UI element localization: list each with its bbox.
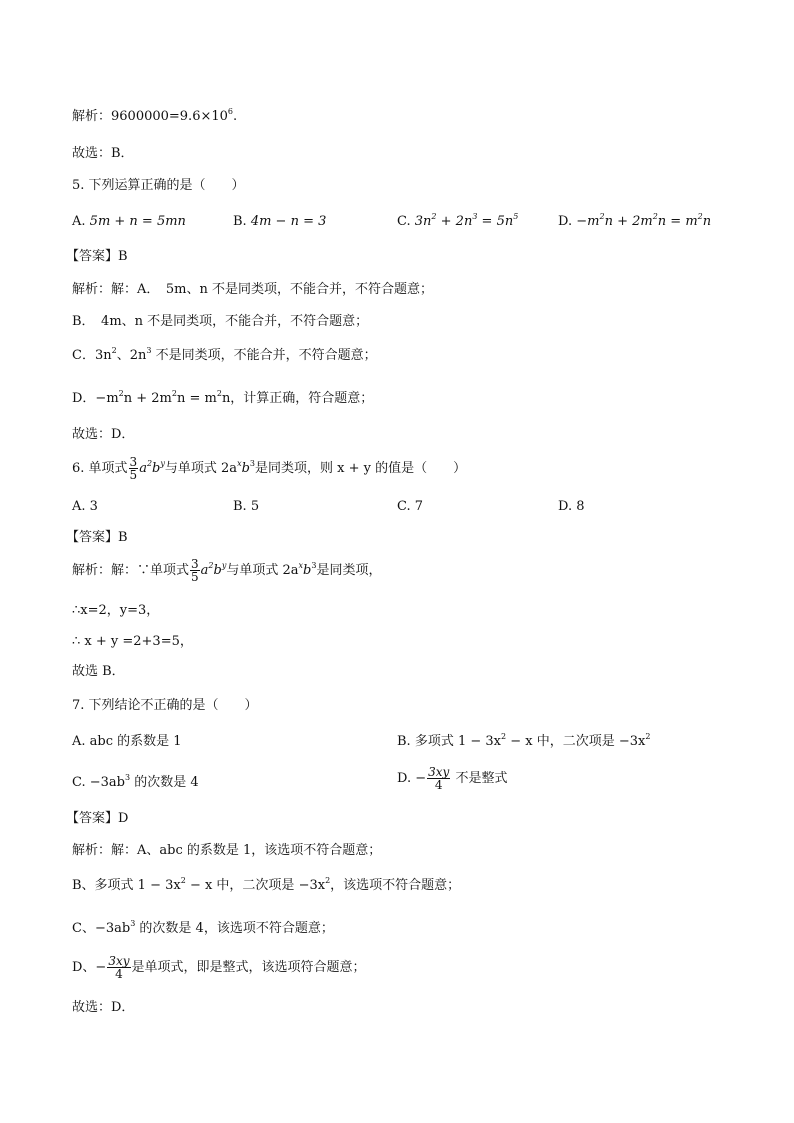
exp: 3 — [130, 919, 136, 928]
t: n + 2m — [604, 214, 653, 229]
q6-explain-3: ∴ x + y =2+3=5， — [72, 634, 193, 649]
denominator: 4 — [434, 778, 443, 792]
exp: 2 — [500, 732, 507, 741]
q6-end: 故选 B． — [72, 664, 125, 679]
q7-explain-4 — [72, 955, 366, 980]
numerator: 3xy — [108, 954, 130, 968]
t: 、2n — [116, 348, 147, 363]
q5-option-c — [397, 213, 518, 231]
q5-explain-1: 解析：解：A． 5m、n 不是同类项，不能合并，不符合题意； — [72, 282, 433, 297]
t: n — [702, 214, 712, 229]
option-expr — [576, 214, 711, 229]
question-6-stem — [72, 456, 466, 481]
t: 与单项式 2a — [164, 461, 238, 476]
q7-option-b — [397, 733, 650, 751]
t: n，计算正确，符合题意； — [221, 391, 374, 406]
option-label: C. — [397, 214, 411, 229]
q6-answer: 【答案】B — [66, 530, 128, 545]
exp: 2 — [180, 876, 186, 885]
q7-answer: 【答案】D — [66, 811, 129, 826]
option-expr: 5m + n = 5mn — [89, 214, 186, 229]
t: −m — [576, 214, 600, 229]
numerator: 3 — [191, 557, 199, 571]
exp: y — [160, 459, 165, 468]
q5-option-a — [72, 213, 186, 231]
exp: 2 — [216, 389, 222, 398]
t: b — [303, 563, 312, 578]
q6-explain-1 — [72, 558, 381, 583]
exp: 3 — [249, 459, 255, 468]
t: 6. 单项式 — [72, 461, 128, 476]
exp: 2 — [146, 459, 153, 468]
option-expr — [415, 214, 519, 229]
q7-option-d — [397, 766, 507, 791]
option-label: B. — [233, 214, 247, 229]
fraction-3xy-over-4 — [427, 766, 450, 791]
q5-explain-2: B． 4m、n 不是同类项，不能合并，不符合题意； — [72, 314, 369, 329]
exp: 2 — [431, 212, 437, 221]
exp: 2 — [599, 212, 605, 221]
t: − x 中，二次项是 −3x — [185, 878, 326, 893]
denominator: 4 — [115, 967, 123, 981]
t: 是同类项， — [316, 563, 382, 578]
t: 与单项式 2a — [226, 563, 299, 578]
t: 解析：解：∵单项式 — [72, 563, 190, 578]
fraction-three-fifths — [190, 558, 200, 583]
exp: 2 — [111, 346, 117, 355]
exp: 3 — [124, 773, 131, 782]
exp: 2 — [645, 732, 651, 741]
t: D．−m — [72, 391, 119, 406]
q6-option-c: C. 7 — [397, 499, 424, 514]
q6-option-a: A. 3 — [72, 499, 98, 514]
t: − x 中，二次项是 −3x — [506, 734, 646, 749]
exp: 3 — [311, 561, 317, 570]
exp: 2 — [171, 389, 177, 398]
t: 是单项式，即是整式，该选项符合题意； — [131, 960, 366, 975]
t: C．3n — [72, 348, 112, 363]
option-label: D. — [558, 214, 573, 229]
q5-end: 故选：D． — [72, 427, 135, 442]
q6-explain-2: ∴x=2，y=3， — [72, 603, 160, 618]
t: 的次数是 4 — [130, 775, 199, 790]
q5-explain-3 — [72, 347, 377, 365]
t: 不是整式 — [451, 771, 508, 786]
text: . — [233, 109, 238, 124]
exp: 3 — [146, 346, 152, 355]
exp: x — [237, 459, 242, 468]
numerator: 3 — [129, 455, 138, 469]
t: D. − — [397, 771, 427, 786]
numerator: 3xy — [428, 765, 450, 779]
q7-explain-2 — [72, 877, 460, 895]
q7-explain-1: 解析：解：A、abc 的系数是 1，该选项不符合题意； — [72, 843, 382, 858]
t: = 5n — [477, 214, 514, 229]
denominator: 5 — [191, 570, 199, 584]
t: D、− — [72, 960, 107, 975]
t: C、−3ab — [72, 921, 131, 936]
q7-explain-3 — [72, 920, 334, 938]
exp: 2 — [325, 876, 331, 885]
t: 的次数是 4，该选项不符合题意； — [135, 921, 334, 936]
q7-option-a: A. abc 的系数是 1 — [72, 734, 182, 749]
exp: 2 — [118, 389, 124, 398]
t: b — [152, 461, 161, 476]
t: a — [200, 563, 209, 578]
t: C. −3ab — [72, 775, 125, 790]
exponent: 6 — [227, 107, 233, 116]
option-expr: 4m − n = 3 — [250, 214, 327, 229]
fraction-3xy-over-4 — [107, 955, 130, 980]
exp: 2 — [208, 561, 214, 570]
denominator: 5 — [129, 468, 138, 482]
t: a — [139, 461, 147, 476]
exp: 5 — [513, 212, 519, 221]
t: 3n — [414, 214, 432, 229]
solution-line-scientific-notation — [72, 108, 237, 126]
t: n = m — [176, 391, 217, 406]
exp: y — [221, 561, 227, 570]
q5-option-d — [558, 213, 711, 231]
fraction-three-fifths — [129, 456, 139, 481]
exp: 2 — [697, 212, 703, 221]
text: 解析：9600000=9.6×10 — [72, 109, 228, 124]
choose-line: 故选：B． — [72, 146, 134, 161]
q6-option-b: B. 5 — [233, 499, 260, 514]
t: B. 多项式 1 − 3x — [397, 734, 501, 749]
q5-explain-4 — [72, 390, 373, 408]
t: 是同类项，则 x + y 的值是（ ） — [255, 461, 467, 476]
q5-answer: 【答案】B — [66, 249, 128, 264]
t: n + 2m — [123, 391, 172, 406]
question-7-stem: 7. 下列结论不正确的是（ ） — [72, 698, 258, 713]
t: + 2n — [436, 214, 473, 229]
option-label: A. — [72, 214, 86, 229]
exp: 3 — [472, 212, 478, 221]
exp: 2 — [652, 212, 658, 221]
q7-option-c — [72, 774, 199, 792]
t: n = m — [657, 214, 698, 229]
t: 不是同类项，不能合并，不符合题意； — [151, 348, 377, 363]
t: b — [241, 461, 250, 476]
q7-end: 故选：D． — [72, 1000, 135, 1015]
exp: x — [298, 561, 304, 570]
q5-option-b — [233, 213, 326, 231]
t: b — [213, 563, 222, 578]
t: B、多项式 1 − 3x — [72, 878, 181, 893]
q6-option-d: D. 8 — [558, 499, 585, 514]
t: ，该选项不符合题意； — [330, 878, 461, 893]
question-5-stem: 5. 下列运算正确的是（ ） — [72, 178, 245, 193]
